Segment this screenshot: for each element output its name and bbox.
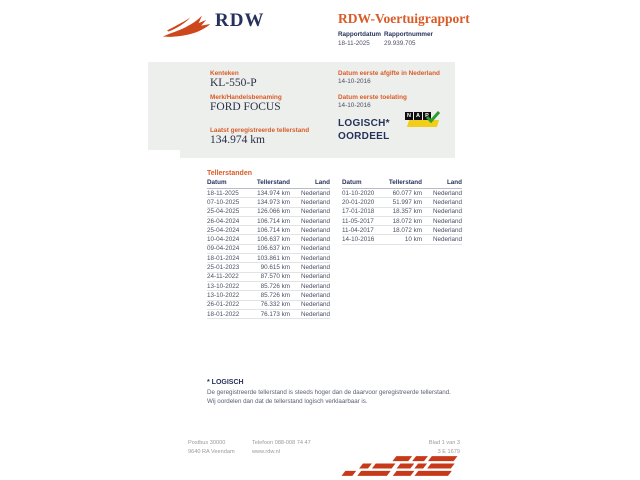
laatste-tellerstand-value: 134.974 km (210, 134, 265, 146)
oordeel-line2: OORDEEL (338, 131, 390, 142)
cell-datum: 25-04-2024 (207, 226, 240, 234)
speed-stripes-graphic (336, 455, 474, 478)
cell-land: Nederland (300, 236, 330, 244)
cell-land: Nederland (300, 291, 330, 299)
cell-datum: 26-01-2022 (207, 301, 240, 309)
footnote-text: De geregistreerde tellerstand is steeds hoger dan de daarvoor geregistreerde tellerstand. Wij oordelen dan dat de tellerstand logisch verklaarbaar is. (207, 389, 451, 405)
cell-tellerstand: 76.332 km (260, 301, 290, 309)
footer-form-code: 3 E 1679 (437, 449, 460, 455)
cell-tellerstand: 51.997 km (392, 198, 422, 206)
tellerstanden-table-left (207, 180, 330, 319)
page-title: RDW-Voertuigrapport (338, 11, 470, 26)
table-row (207, 198, 330, 207)
table-row (342, 226, 462, 235)
cell-tellerstand: 85.726 km (260, 282, 290, 290)
cell-tellerstand: 106.637 km (257, 245, 290, 253)
oordeel-line1: LOGISCH* (338, 118, 390, 129)
nap-letter-n: N (405, 112, 413, 120)
cell-tellerstand: 18.357 km (392, 208, 422, 216)
cell-tellerstand: 18.072 km (392, 226, 422, 234)
cell-tellerstand: 85.726 km (260, 291, 290, 299)
cell-land: Nederland (300, 208, 330, 216)
report-number-label: Rapportnummer (384, 31, 433, 38)
report-number-value: 29.939.705 (384, 40, 416, 47)
cell-land: Nederland (300, 217, 330, 225)
cell-datum: 11-04-2017 (342, 226, 374, 234)
cell-land: Nederland (432, 208, 462, 216)
cell-land: Nederland (432, 198, 462, 206)
cell-land: Nederland (432, 217, 462, 225)
header-datum: Datum (207, 179, 227, 186)
header-tellerstand: Tellerstand (256, 179, 290, 186)
cell-datum: 11-05-2017 (342, 217, 374, 225)
cell-tellerstand: 18.072 km (392, 217, 422, 225)
afgifte-label: Datum eerste afgifte in Nederland (338, 70, 440, 77)
toelating-value: 14-10-2016 (338, 102, 371, 109)
kenteken-label: Kenteken (210, 70, 239, 77)
cell-tellerstand: 106.637 km (257, 236, 290, 244)
cell-datum: 20-01-2020 (342, 198, 375, 206)
cell-datum: 14-10-2016 (342, 236, 375, 244)
table-row (207, 245, 330, 254)
cell-datum: 25-04-2025 (207, 208, 240, 216)
cell-tellerstand: 103.861 km (257, 254, 290, 262)
table-row (207, 189, 330, 198)
cell-land: Nederland (300, 310, 330, 318)
rdw-logo-bird-icon (162, 13, 212, 40)
cell-land: Nederland (300, 282, 330, 290)
table-header (342, 180, 462, 189)
cell-tellerstand: 60.077 km (392, 189, 422, 197)
cell-land: Nederland (432, 236, 462, 244)
cell-datum: 18-01-2024 (207, 254, 240, 262)
merk-value: FORD FOCUS (210, 101, 281, 113)
cell-tellerstand: 87.570 km (260, 273, 290, 281)
table-row (342, 217, 462, 226)
table-row (207, 273, 330, 282)
table-row (207, 310, 330, 319)
merk-label: Merk/Handelsbenaming (210, 94, 282, 101)
table-body (207, 189, 330, 319)
cell-datum: 13-10-2022 (207, 291, 240, 299)
footer-website: www.rdw.nl (252, 449, 280, 455)
table-row (342, 235, 462, 244)
toelating-label: Datum eerste toelating (338, 94, 407, 101)
cell-tellerstand: 90.615 km (260, 264, 290, 272)
cell-datum: 18-01-2022 (207, 310, 240, 318)
report-date-label: Rapportdatum (338, 31, 382, 38)
cell-datum: 17-01-2018 (342, 208, 375, 216)
kenteken-value: KL-550-P (210, 77, 257, 89)
footer-address (188, 439, 235, 457)
cell-tellerstand: 134.974 km (257, 189, 290, 197)
table-row (342, 198, 462, 207)
table-row (342, 208, 462, 217)
footer-address-line2: 9640 RA Veendam (188, 449, 235, 455)
cell-tellerstand: 106.714 km (257, 226, 290, 234)
footer-contact (252, 439, 311, 457)
panel-notch (148, 150, 180, 159)
cell-tellerstand: 134.973 km (257, 198, 290, 206)
cell-datum: 10-04-2024 (207, 236, 240, 244)
cell-land: Nederland (300, 273, 330, 281)
cell-land: Nederland (300, 264, 330, 272)
table-body (342, 189, 462, 245)
table-header (207, 180, 330, 189)
cell-datum: 13-10-2022 (207, 282, 240, 290)
cell-tellerstand: 10 km (404, 236, 422, 244)
header-datum: Datum (342, 179, 362, 186)
cell-land: Nederland (300, 226, 330, 234)
cell-land: Nederland (300, 189, 330, 197)
footnote-title: * LOGISCH (207, 379, 244, 386)
cell-land: Nederland (432, 189, 462, 197)
cell-land: Nederland (300, 254, 330, 262)
rdw-logo-text: RDW (215, 10, 265, 31)
header-tellerstand: Tellerstand (388, 179, 422, 186)
nap-checkmark-icon (425, 110, 441, 123)
cell-datum: 25-01-2023 (207, 264, 240, 272)
afgifte-value: 14-10-2016 (338, 78, 371, 85)
table-row (207, 263, 330, 272)
tellerstanden-table-right (342, 180, 462, 245)
cell-datum: 18-11-2025 (207, 189, 239, 197)
footer-address-line1: Postbus 30000 (188, 440, 226, 446)
table-row (207, 226, 330, 235)
laatste-tellerstand-label: Laatst geregistreerde tellerstand (210, 127, 310, 134)
table-row (207, 217, 330, 226)
cell-tellerstand: 76.173 km (260, 310, 290, 318)
cell-land: Nederland (300, 198, 330, 206)
table-row (207, 301, 330, 310)
cell-land: Nederland (300, 301, 330, 309)
cell-land: Nederland (432, 226, 462, 234)
nap-logo (405, 112, 441, 129)
footer-phone: Telefoon 088-008 74 47 (252, 440, 311, 446)
cell-tellerstand: 106.714 km (257, 217, 290, 225)
table-row (342, 189, 462, 198)
cell-datum: 26-04-2024 (207, 217, 240, 225)
table-row (207, 208, 330, 217)
header-land: Land (446, 179, 462, 186)
cell-datum: 24-11-2022 (207, 273, 239, 281)
table-row (207, 254, 330, 263)
cell-datum: 09-04-2024 (207, 245, 240, 253)
cell-datum: 07-10-2025 (207, 198, 240, 206)
nap-letter-a: A (414, 112, 422, 120)
tellerstanden-title: Tellerstanden (207, 170, 252, 177)
cell-tellerstand: 126.066 km (257, 208, 290, 216)
footer-page-number: Blad 1 van 3 (428, 440, 460, 446)
cell-land: Nederland (300, 245, 330, 253)
cell-datum: 01-10-2020 (342, 189, 375, 197)
header-land: Land (314, 179, 330, 186)
nap-letter-p: P (423, 112, 431, 120)
table-row (207, 235, 330, 244)
table-row (207, 282, 330, 291)
table-row (207, 291, 330, 300)
report-date-value: 18-11-2025 (338, 40, 370, 47)
